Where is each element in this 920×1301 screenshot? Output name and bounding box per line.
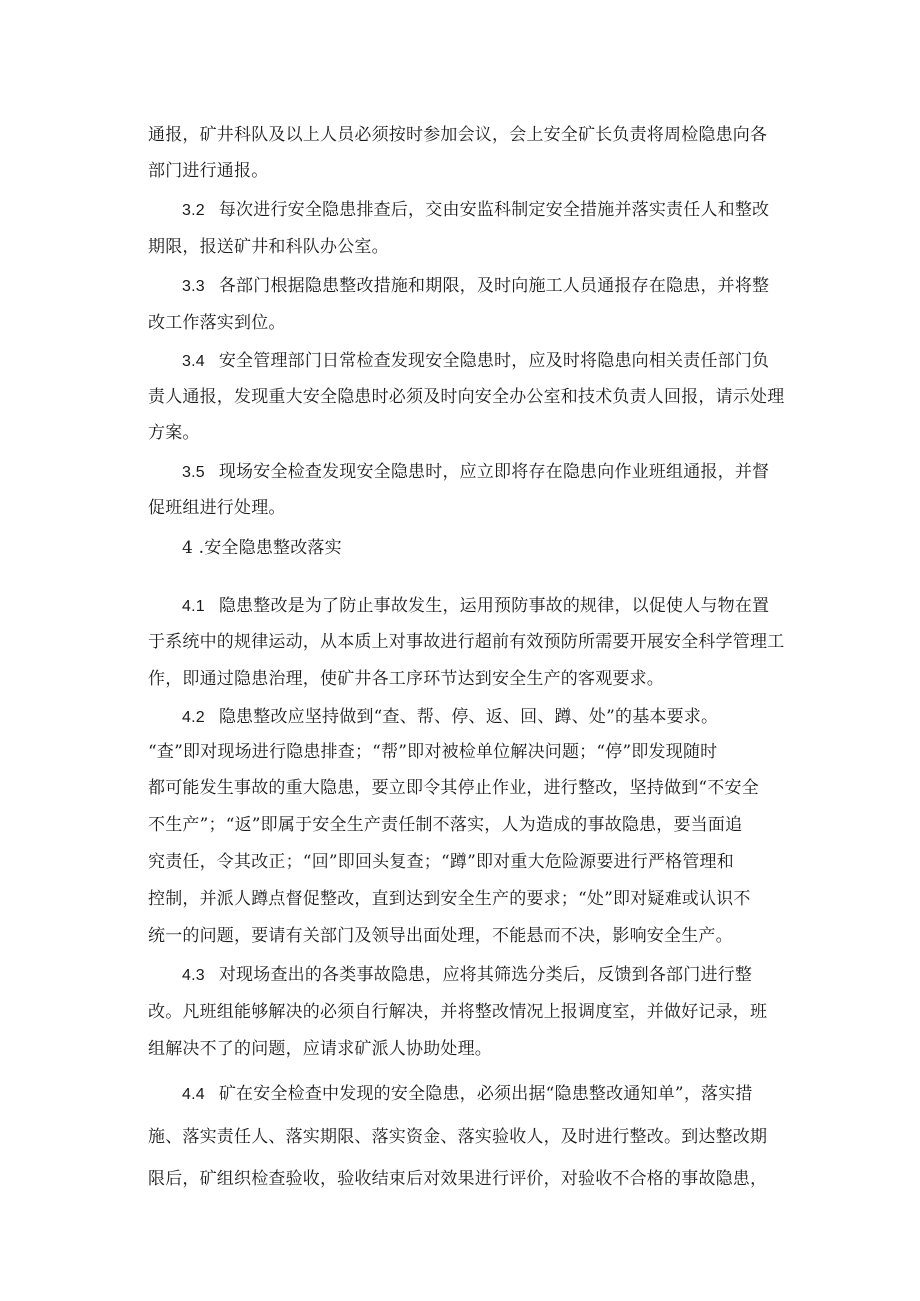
text-line: 限后，矿组织检查验收，验收结束后对效果进行评价，对验收不合格的事故隐患， [148, 1169, 768, 1189]
text-line: 部门进行通报。 [148, 161, 269, 181]
text-line: 方案。 [148, 423, 200, 443]
text-line: 究责任，令其改正；“回”即回头复查；“蹲”即对重大危险源要进行严格管理和 [148, 852, 734, 872]
paragraph-3-5-first-line: 3.5 现场安全检查发现安全隐患时，应立即将存在隐患向作业班组通报，并督 [182, 462, 770, 482]
text-line: 责人通报，发现重大安全隐患时必须及时向安全办公室和技术负责人回报，请示处理 [148, 387, 785, 407]
section-number: 3.2 [182, 202, 205, 219]
text-line: 期限，报送矿井和科队办公室。 [148, 237, 389, 257]
text-line: 组解决不了的问题，应请求矿派人协助处理。 [148, 1039, 492, 1059]
paragraph-3-4-first-line: 3.4 安全管理部门日常检查发现安全隐患时，应及时将隐患向相关责任部门负 [182, 351, 770, 371]
section-heading: 4 .安全隐患整改落实 [182, 538, 342, 558]
text-line: 施、落实责任人、落实期限、落实资金、落实验收人，及时进行整改。到达整改期 [148, 1127, 768, 1147]
text-line: 促班组进行处理。 [148, 498, 286, 518]
paragraph-3-3-first-line: 3.3 各部门根据隐患整改措施和期限，及时向施工人员通报存在隐患，并将整 [182, 276, 770, 296]
text-line: 统一的问题，要请有关部门及领导出面处理，不能悬而不决，影响安全生产。 [148, 926, 733, 946]
text-line: 不生产”；“返”即属于安全生产责任制不落实，人为造成的事故隐患，要当面追 [148, 815, 743, 835]
section-number: 4.1 [182, 598, 205, 615]
text-line: 作，即通过隐患治理，使矿井各工序环节达到安全生产的客观要求。 [148, 669, 664, 689]
section-number: 3.4 [182, 353, 205, 370]
text-line: 改工作落实到位。 [148, 313, 286, 333]
paragraph-4-4-first-line: 4.4 矿在安全检查中发现的安全隐患，必须出据“隐患整改通知单”，落实措 [182, 1084, 753, 1104]
text-line: 于系统中的规律运动，从本质上对事故进行超前有效预防所需要开展安全科学管理工 [148, 632, 785, 652]
text-line: “查”即对现场进行隐患排查；“帮”即对被检单位解决问题；“停”即发现随时 [148, 742, 718, 762]
section-number: 3.3 [182, 278, 205, 295]
text-line: 控制，并派人蹲点督促整改，直到达到安全生产的要求；“处”即对疑难或认识不 [148, 889, 751, 909]
text-line: 改。凡班组能够解决的必须自行解决，并将整改情况上报调度室，并做好记录，班 [148, 1002, 768, 1022]
section-number: 4.3 [182, 967, 205, 984]
paragraph-4-3-first-line: 4.3 对现场查出的各类事故隐患，应将其筛选分类后，反馈到各部门进行整 [182, 965, 753, 985]
paragraph-4-1-first-line: 4.1 隐患整改是为了防止事故发生，运用预防事故的规律，以促使人与物在置 [182, 596, 770, 616]
section-number: 4.2 [182, 709, 205, 726]
section-number: 4.4 [182, 1086, 205, 1103]
paragraph-4-2-first-line: 4.2 隐患整改应坚持做到“查、帮、停、返、回、蹲、处”的基本要求。 [182, 707, 719, 727]
text-line: 都可能发生事故的重大隐患，要立即令其停止作业，进行整改，坚持做到“不安全 [148, 778, 759, 798]
paragraph-3-2-first-line: 3.2 每次进行安全隐患排查后，交由安监科制定安全措施并落实责任人和整改 [182, 200, 770, 220]
text-line: 通报，矿井科队及以上人员必须按时参加会议，会上安全矿长负责将周检隐患向各 [148, 125, 768, 145]
section-number: 3.5 [182, 464, 205, 481]
